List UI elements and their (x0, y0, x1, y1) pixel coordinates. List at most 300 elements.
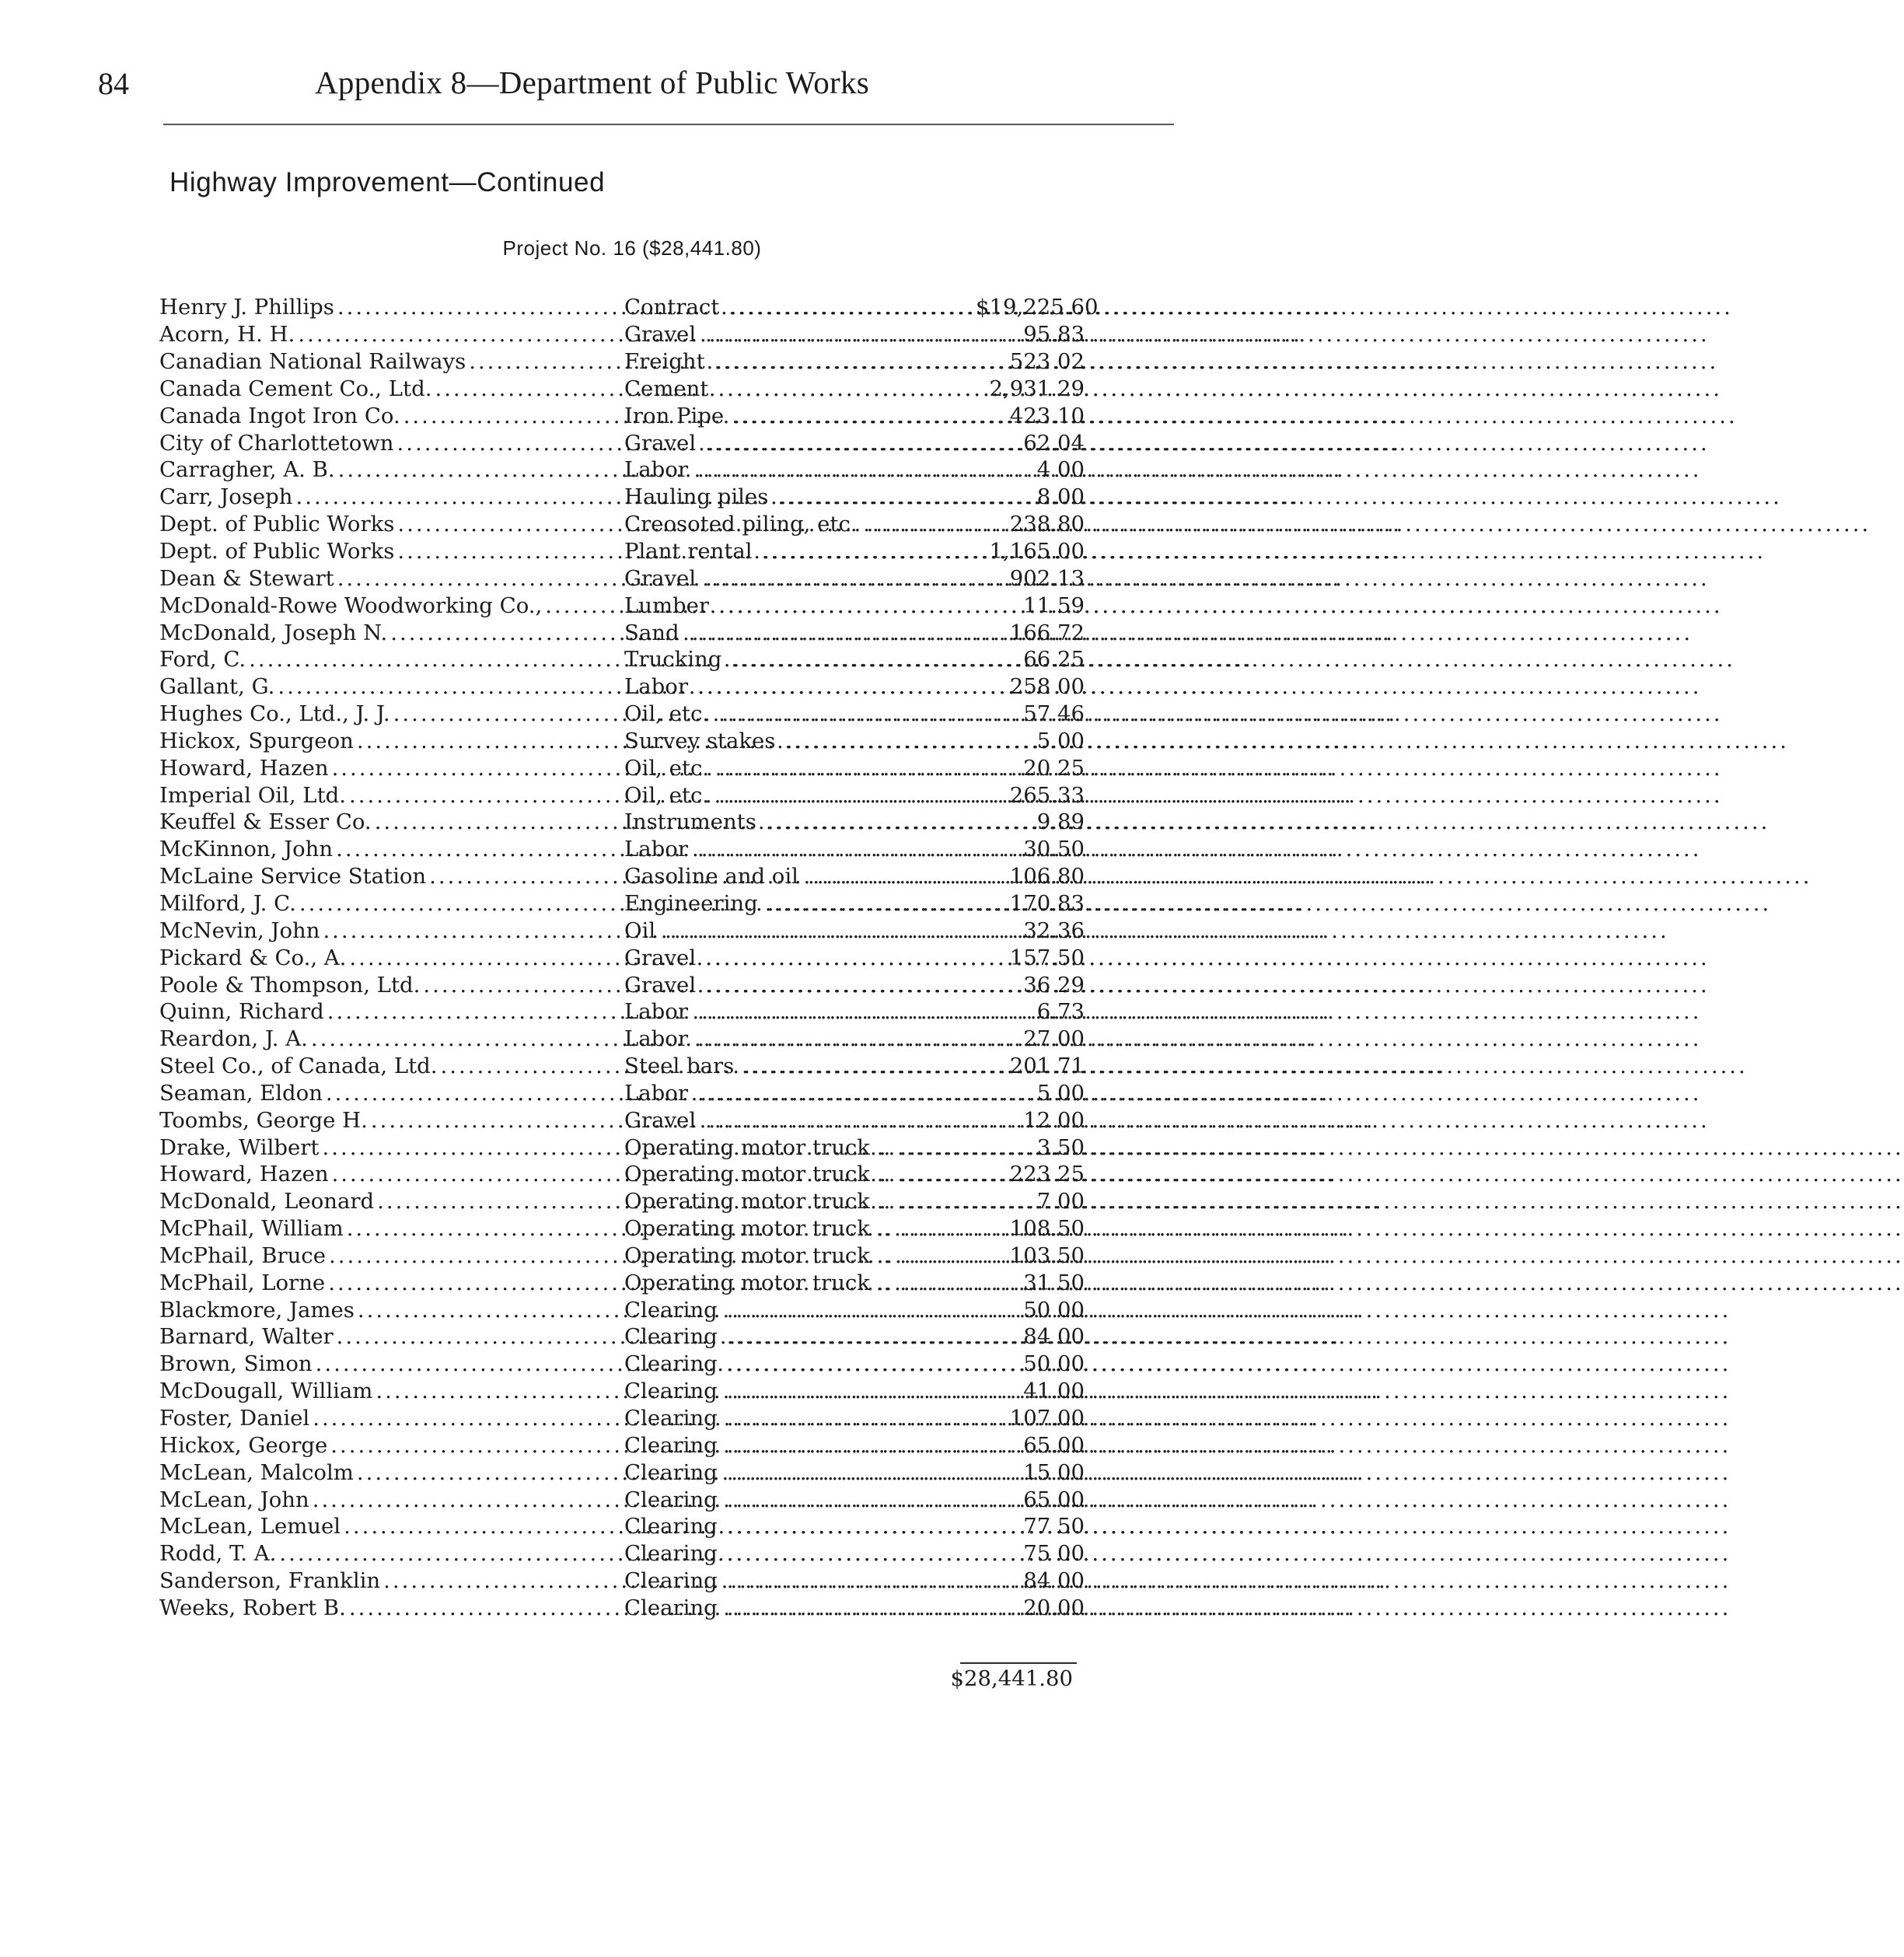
payee-name: Acorn, H. H. (159, 322, 295, 348)
payee-name: McDonald, Joseph N. (159, 620, 388, 645)
table-row (159, 781, 1085, 809)
payee-name: McLaine Service Station (159, 864, 427, 889)
total-amount: $28,441.80 (950, 1666, 1073, 1691)
payee-name: City of Charlottetown (159, 430, 394, 456)
leader-dots (721, 1406, 1731, 1431)
item-description: Operating motor truck .. (624, 1216, 891, 1242)
payee-name: Dept. of Public Works (159, 539, 395, 564)
item-description: Clearing (624, 1459, 718, 1485)
leader-dots (721, 1541, 1731, 1566)
amount-cell: 66.25 (1023, 647, 1085, 673)
item-cell (624, 999, 976, 1024)
amount-cell: 6.73 (1036, 999, 1085, 1025)
leader-dots (721, 1568, 1731, 1593)
item-cell (624, 1324, 976, 1349)
table-row (159, 944, 1085, 971)
table-row (159, 1106, 1085, 1134)
item-description: Operating motor truck .. (624, 1242, 891, 1268)
item-cell (624, 756, 976, 781)
payee-cell (159, 837, 624, 861)
item-description: Survey stakes (624, 728, 776, 753)
leader-dots (771, 484, 1782, 509)
item-cell (624, 973, 976, 998)
leader-dots (721, 1433, 1731, 1458)
payee-cell (159, 349, 624, 374)
amount-cell: 423.10 (1009, 403, 1085, 428)
table-row (159, 1595, 1085, 1622)
item-description: Trucking (624, 647, 722, 673)
payee-cell (159, 376, 624, 401)
leader-dots (699, 431, 1710, 456)
amount-cell: 12 00 (1023, 1107, 1085, 1133)
table-row (159, 429, 1085, 456)
payee-name: Hickox, Spurgeon (159, 728, 354, 753)
item-description: Labor (624, 1080, 688, 1106)
item-description: Clearing (624, 1568, 718, 1594)
payee-cell (159, 1189, 624, 1214)
table-row (159, 1188, 1085, 1215)
item-cell (624, 1460, 976, 1485)
amount-cell: 4 00 (1036, 457, 1085, 483)
payee-cell (159, 1243, 624, 1268)
item-description: Creosoted piling, etc. (624, 512, 858, 537)
payee-name: Canadian National Railways (159, 349, 466, 375)
amount-cell: 57.46 (1023, 701, 1085, 727)
payee-name: McDonald, Leonard (159, 1189, 375, 1214)
table-row (159, 1215, 1085, 1242)
item-description: Oil (624, 917, 656, 943)
amount-cell: 9.89 (1036, 809, 1085, 835)
amount-cell: 50.00 (1023, 1351, 1085, 1377)
amount-cell: 11.59 (1023, 592, 1085, 618)
payee-cell (159, 1324, 624, 1349)
item-cell (624, 674, 976, 699)
payee-cell (159, 1433, 624, 1458)
payee-name: McPhail, William (159, 1216, 344, 1242)
expenditure-table (159, 294, 1099, 1621)
table-row (159, 1079, 1085, 1106)
payee-cell (159, 1054, 624, 1078)
item-description: Gasoline and oil (624, 864, 798, 889)
item-description: Oil, etc. (624, 755, 710, 781)
leader-dots (721, 1487, 1731, 1512)
leader-dots (761, 891, 1772, 916)
payee-name: Dean & Stewart (159, 565, 334, 591)
payee-name: McLean, John (159, 1487, 309, 1512)
item-description: Labor (624, 837, 688, 862)
table-row (159, 1431, 1085, 1459)
item-cell (624, 620, 976, 645)
item-cell (624, 512, 976, 536)
amount-cell: 20.00 (1023, 1595, 1085, 1620)
table-row (159, 1567, 1085, 1595)
payee-name: Blackmore, James (159, 1297, 355, 1323)
item-description: Gravel (624, 1107, 697, 1133)
item-description: Gravel (624, 945, 697, 970)
leader-dots (683, 620, 1693, 645)
payee-name: McLean, Lemuel (159, 1514, 341, 1539)
item-description: Instruments (624, 809, 756, 835)
leader-dots (712, 756, 1723, 781)
table-row (159, 538, 1085, 565)
total-rule (960, 1662, 1077, 1664)
table-row (159, 1405, 1085, 1432)
item-description: Labor (624, 999, 688, 1025)
leader-dots (721, 1324, 1731, 1349)
payee-name: Dept. of Public Works (159, 512, 395, 537)
payee-cell (159, 1270, 624, 1295)
payee-cell (159, 756, 624, 781)
payee-name: Seaman, Eldon (159, 1080, 323, 1106)
amount-cell: 27.00 (1023, 1026, 1085, 1052)
payee-name: McLean, Malcolm (159, 1459, 354, 1485)
item-description: Operating motor truck .. (624, 1134, 891, 1160)
table-row (159, 619, 1085, 646)
amount-cell: 238.80 (1009, 512, 1085, 537)
table-row (159, 484, 1085, 511)
item-description: Clearing (624, 1406, 718, 1431)
payee-cell (159, 1081, 624, 1106)
item-cell (624, 945, 976, 970)
amount-cell: 65.00 (1023, 1432, 1085, 1458)
payee-cell (159, 999, 624, 1024)
amount-cell: 32.36 (1023, 917, 1085, 943)
item-description: Labor (624, 674, 688, 700)
amount-cell: 5 00 (1036, 1080, 1085, 1106)
item-cell (624, 593, 976, 618)
leader-dots (691, 837, 1702, 861)
item-cell (624, 1514, 976, 1539)
item-description: Clearing (624, 1297, 718, 1323)
amount-cell: 30.50 (1023, 837, 1085, 862)
payee-name: McDougall, William (159, 1379, 373, 1404)
amount-cell: 75 00 (1023, 1541, 1085, 1567)
item-cell (624, 1595, 976, 1620)
amount-cell: 157.50 (1009, 945, 1085, 970)
item-description: Clearing (624, 1379, 718, 1404)
item-cell (624, 1243, 976, 1268)
payee-name: Barnard, Walter (159, 1324, 334, 1350)
leader-dots (727, 404, 1738, 428)
leader-dots (699, 945, 1710, 970)
leader-dots (760, 809, 1770, 834)
item-cell (624, 431, 976, 456)
payee-name: Carr, Joseph (159, 484, 293, 510)
table-row (159, 863, 1085, 890)
table-row (159, 294, 1099, 321)
payee-name: Keuffel & Esser Co. (159, 809, 372, 835)
payee-name: Foster, Daniel (159, 1406, 310, 1431)
item-cell (624, 1351, 976, 1376)
item-cell (624, 1054, 976, 1078)
payee-name: Milford, J. C. (159, 890, 296, 916)
payee-cell (159, 295, 624, 320)
payee-cell (159, 431, 624, 456)
payee-cell (159, 1514, 624, 1539)
item-cell (624, 1270, 976, 1295)
item-cell (624, 484, 976, 509)
item-description: Plant rental (624, 539, 753, 564)
item-description: Clearing (624, 1432, 718, 1458)
table-row (159, 1242, 1085, 1270)
leader-dots (721, 1379, 1731, 1403)
item-cell (624, 1162, 976, 1186)
table-row (159, 1459, 1085, 1486)
payee-name: Canada Cement Co., Ltd. (159, 376, 432, 401)
item-cell (624, 864, 976, 889)
payee-name: McNevin, John (159, 917, 320, 943)
payee-cell (159, 1298, 624, 1323)
payee-name: Steel Co., of Canada, Ltd. (159, 1054, 438, 1079)
amount-cell: 3.50 (1036, 1134, 1085, 1160)
item-cell (624, 1406, 976, 1431)
item-cell (624, 539, 976, 564)
item-description: Clearing (624, 1595, 718, 1620)
table-row (159, 917, 1085, 944)
amount-cell: 84 00 (1023, 1568, 1085, 1594)
payee-cell (159, 620, 624, 645)
table-row (159, 1323, 1085, 1351)
item-description: Oil, etc. (624, 782, 710, 808)
amount-cell: 8.00 (1036, 484, 1085, 510)
table-row (159, 998, 1085, 1026)
item-cell (624, 918, 976, 943)
leader-dots (721, 1514, 1731, 1539)
item-description: Labor (624, 1026, 688, 1052)
item-description: Gravel (624, 972, 697, 998)
table-row (159, 564, 1085, 592)
amount-cell: 170.83 (1009, 890, 1085, 916)
item-description: Freight (624, 349, 705, 375)
leader-dots (712, 701, 1723, 726)
amount-cell: 50 00 (1023, 1297, 1085, 1323)
leader-dots (699, 973, 1710, 998)
leader-dots (725, 647, 1735, 672)
item-description: Operating motor truck .. (624, 1162, 891, 1187)
payee-cell (159, 1379, 624, 1403)
payee-cell (159, 945, 624, 970)
table-row (159, 673, 1085, 701)
amount-cell: 2,931.29 (989, 376, 1085, 401)
table-row (159, 402, 1085, 429)
table-row (159, 646, 1085, 673)
item-description: Clearing (624, 1487, 718, 1512)
item-description: Contract (624, 295, 720, 320)
payee-cell (159, 457, 624, 482)
leader-dots (699, 322, 1710, 347)
payee-cell (159, 674, 624, 699)
payee-cell (159, 539, 624, 564)
item-cell (624, 376, 976, 401)
table-row (159, 1296, 1085, 1323)
payee-cell (159, 1541, 624, 1566)
amount-cell: 15 00 (1023, 1459, 1085, 1485)
table-row (159, 728, 1085, 755)
amount-cell: 95.83 (1023, 322, 1085, 348)
leader-dots (699, 1108, 1710, 1133)
payee-name: Toombs, George H. (159, 1107, 368, 1133)
table-row (159, 1540, 1085, 1567)
item-cell (624, 457, 976, 482)
amount-cell: 36 29 (1023, 972, 1085, 998)
item-cell (624, 891, 976, 916)
payee-cell (159, 809, 624, 834)
payee-cell (159, 1595, 624, 1620)
leader-dots (708, 349, 1719, 374)
payee-name: Henry J. Phillips (159, 295, 334, 320)
amount-cell: 65.00 (1023, 1487, 1085, 1512)
item-cell (624, 349, 976, 374)
leader-dots (722, 295, 1733, 320)
item-cell (624, 809, 976, 834)
item-description: Labor (624, 457, 688, 483)
item-cell (624, 1216, 976, 1241)
table-row (159, 348, 1085, 376)
amount-cell: 31 50 (1023, 1270, 1085, 1295)
payee-cell (159, 1216, 624, 1241)
amount-cell: $19,225.60 (976, 295, 1099, 320)
payee-cell (159, 783, 624, 808)
item-cell (624, 1026, 976, 1051)
leader-dots (802, 864, 1812, 889)
table-row (159, 701, 1085, 728)
table-row (159, 1053, 1085, 1080)
header-rule (163, 124, 1174, 125)
table-row (159, 1026, 1085, 1053)
payee-cell (159, 322, 624, 347)
page-title: Appendix 8—Department of Public Works (315, 65, 870, 100)
item-cell (624, 837, 976, 861)
table-row (159, 592, 1085, 619)
amount-cell: 523 02 (1009, 349, 1085, 375)
item-description: Gravel (624, 565, 697, 591)
table-row (159, 511, 1085, 538)
payee-cell (159, 512, 624, 536)
payee-cell (159, 891, 624, 916)
leader-dots (699, 566, 1710, 591)
amount-cell: 1,165.00 (989, 539, 1085, 564)
leader-dots (712, 593, 1723, 618)
item-description: Clearing (624, 1514, 718, 1539)
project-heading: Project No. 16 ($28,441.80) (502, 236, 762, 260)
payee-name: Canada Ingot Iron Co. (159, 403, 400, 428)
payee-name: Brown, Simon (159, 1351, 313, 1377)
item-cell (624, 1379, 976, 1403)
item-description: Gravel (624, 322, 697, 348)
payee-cell (159, 1351, 624, 1376)
payee-name: McPhail, Bruce (159, 1242, 326, 1268)
item-description: Clearing (624, 1324, 718, 1350)
payee-name: Rodd, T. A. (159, 1541, 277, 1567)
amount-cell: 62.04 (1023, 430, 1085, 456)
amount-cell: 7 00 (1036, 1189, 1085, 1214)
leader-dots (691, 1081, 1702, 1106)
table-row (159, 456, 1085, 484)
item-cell (624, 783, 976, 808)
amount-cell: 265.33 (1009, 782, 1085, 808)
payee-cell (159, 701, 624, 726)
item-cell (624, 1568, 976, 1593)
item-description: Oil, etc. (624, 701, 710, 727)
payee-name: Sanderson, Franklin (159, 1568, 381, 1594)
item-cell (624, 1135, 976, 1160)
payee-cell (159, 1108, 624, 1133)
leader-dots (691, 999, 1702, 1024)
item-description: Clearing (624, 1351, 718, 1377)
item-description: Hauling piles (624, 484, 769, 510)
item-description: Operating motor truck .. (624, 1270, 891, 1295)
item-cell (624, 729, 976, 753)
payee-cell (159, 1406, 624, 1431)
table-row (159, 1134, 1085, 1161)
item-description: Clearing (624, 1541, 718, 1567)
leader-dots (778, 729, 1789, 753)
item-cell (624, 1541, 976, 1566)
table-row (159, 971, 1085, 998)
payee-cell (159, 647, 624, 672)
amount-cell: 108.50 (1009, 1216, 1085, 1242)
leader-dots (756, 539, 1766, 564)
table-row (159, 754, 1085, 781)
payee-name: McKinnon, John (159, 837, 334, 862)
payee-cell (159, 593, 624, 618)
item-cell (624, 647, 976, 672)
item-cell (624, 1108, 976, 1133)
payee-cell (159, 1026, 624, 1051)
payee-cell (159, 864, 624, 889)
amount-cell: 77 50 (1023, 1514, 1085, 1539)
amount-cell: 20 25 (1023, 755, 1085, 781)
amount-cell: 106.80 (1009, 864, 1085, 889)
item-description: Engineering (624, 890, 758, 916)
payee-name: Imperial Oil, Ltd. (159, 782, 346, 808)
amount-cell: 902.13 (1009, 565, 1085, 591)
item-cell (624, 1298, 976, 1323)
payee-cell (159, 729, 624, 753)
item-cell (624, 295, 976, 320)
table-row (159, 1513, 1085, 1540)
payee-cell (159, 1162, 624, 1186)
item-cell (624, 322, 976, 347)
item-cell (624, 1189, 976, 1214)
leader-dots (721, 1595, 1731, 1620)
leader-dots (721, 1460, 1731, 1485)
table-row (159, 321, 1085, 348)
table-row (159, 1378, 1085, 1405)
leader-dots (691, 1026, 1702, 1051)
item-description: Iron Pipe (624, 403, 725, 428)
leader-dots (691, 674, 1702, 699)
amount-cell: 258 00 (1009, 674, 1085, 700)
amount-cell: 223 25 (1009, 1162, 1085, 1187)
payee-cell (159, 484, 624, 509)
leader-dots (691, 457, 1702, 482)
item-description: Gravel (624, 430, 697, 456)
leader-dots (721, 1351, 1731, 1376)
section-heading: Highway Improvement—Continued (169, 167, 606, 197)
payee-name: McPhail, Lorne (159, 1270, 326, 1295)
table-row (159, 1486, 1085, 1513)
payee-name: Poole & Thompson, Ltd. (159, 972, 421, 998)
payee-cell (159, 1487, 624, 1512)
item-description: Lumber (624, 592, 710, 618)
payee-name: Weeks, Robert B. (159, 1595, 346, 1620)
payee-name: McDonald-Rowe Woodworking Co., (159, 592, 543, 618)
item-cell (624, 701, 976, 726)
payee-name: Hughes Co., Ltd., J. J. (159, 701, 390, 727)
amount-cell: 166.72 (1009, 620, 1085, 645)
leader-dots (721, 1298, 1731, 1323)
